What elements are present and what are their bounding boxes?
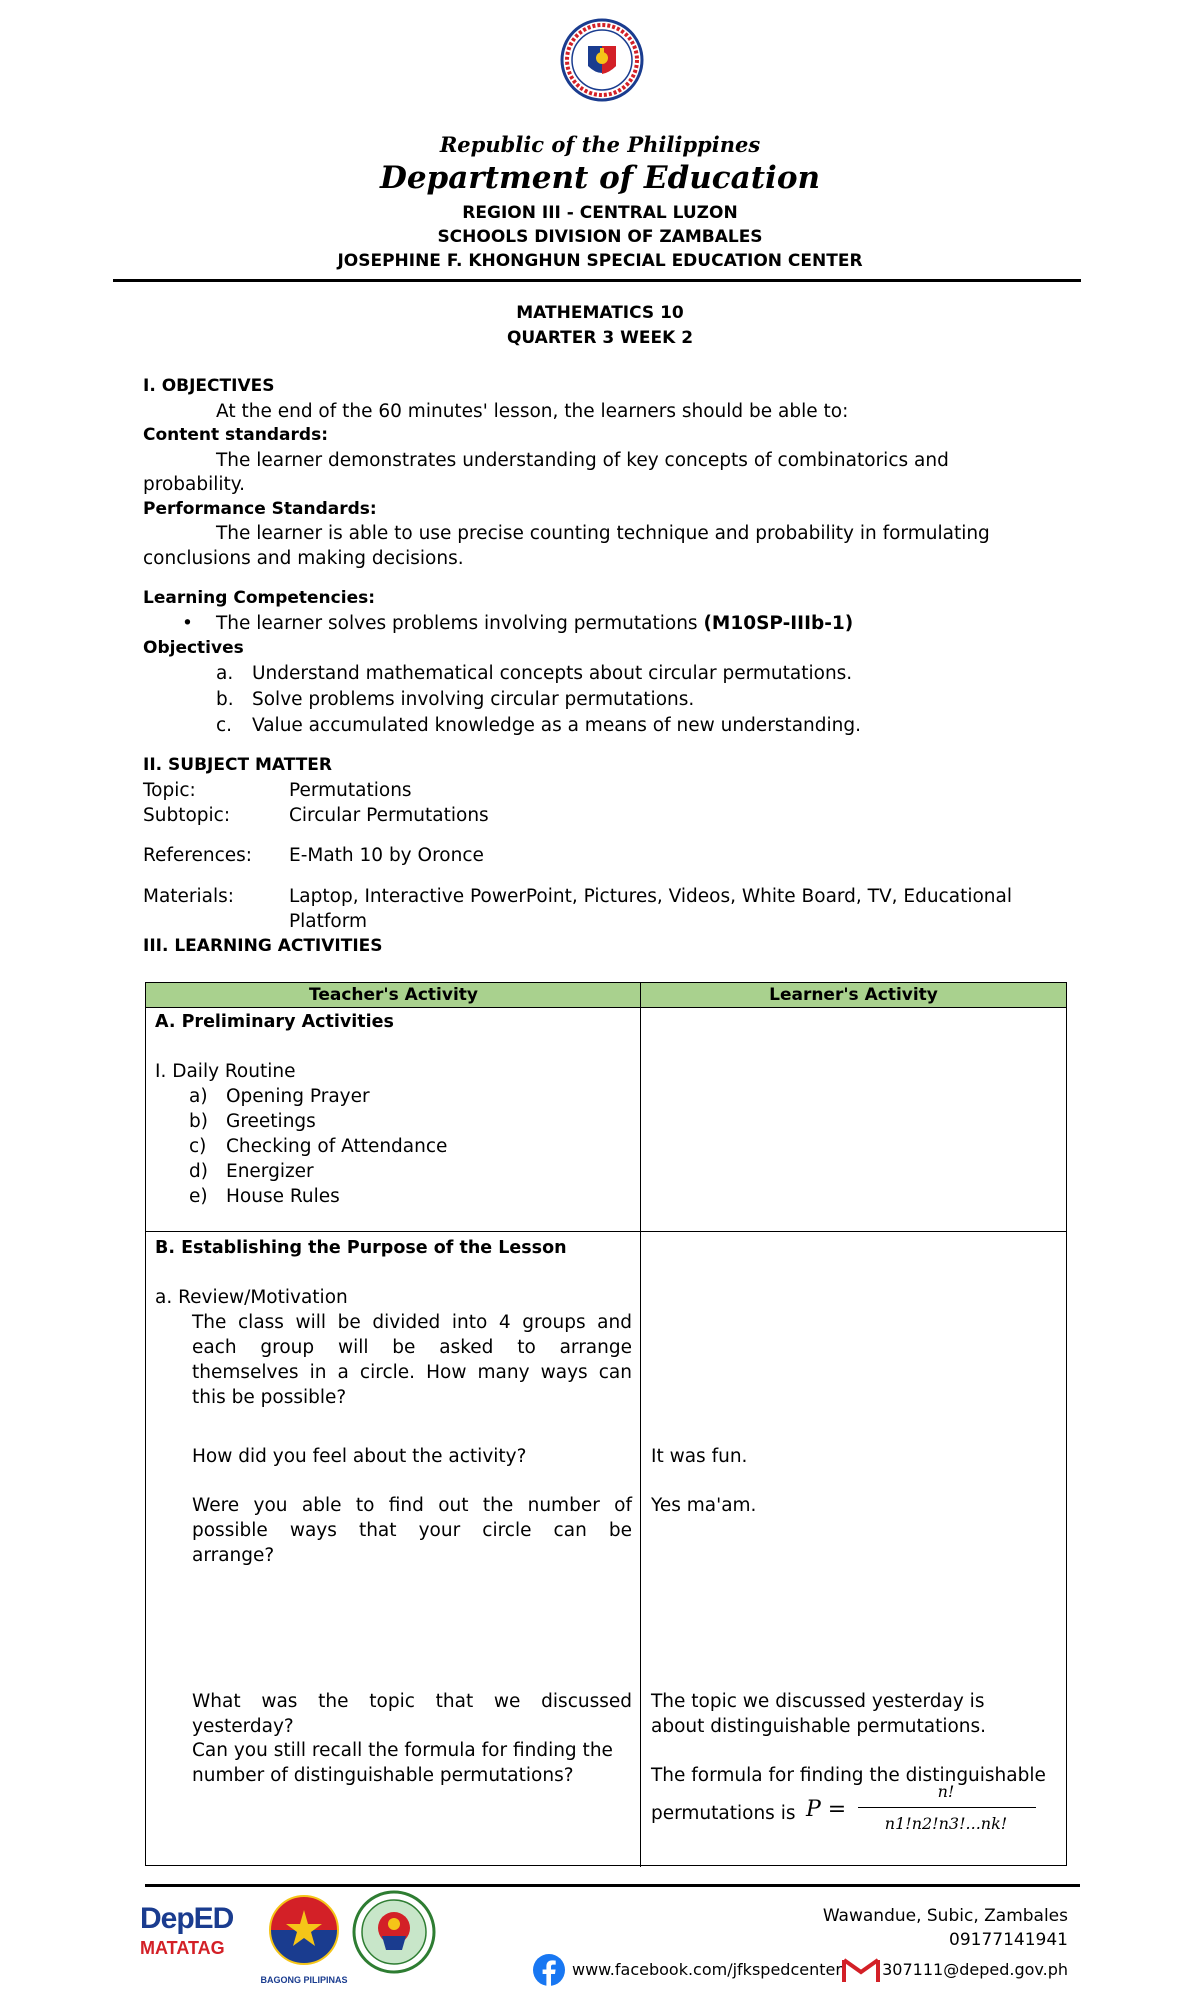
region-heading: REGION III - CENTRAL LUZON [462, 203, 738, 223]
facebook-icon [533, 1954, 565, 1986]
daily-routine-label: I. Daily Routine [155, 1061, 296, 1082]
references-label: References: [143, 845, 253, 866]
motivation-text: The class will be divided into 4 groups and each group will be asked to arrange themselves in a circle. How many ways can this be possible? [192, 1312, 632, 1408]
bagong-pilipinas-text: BAGONG PILIPINAS [260, 1975, 348, 1985]
school-phone: 09177141941 [949, 1930, 1068, 1950]
objectives-heading: I. OBJECTIVES [143, 376, 275, 396]
materials-label: Materials: [143, 886, 235, 907]
answer-topic: The topic we discussed yesterday is about distinguishable permutations. [651, 1691, 987, 1737]
question-find-ways: Were you able to find out the number of possible ways that your circle can be arrange? [192, 1495, 632, 1566]
quarter-title: QUARTER 3 WEEK 2 [506, 328, 694, 348]
answer-feel: It was fun. [651, 1446, 748, 1467]
topic-label: Topic: [143, 780, 196, 801]
content-standards-line2: probability. [143, 474, 245, 495]
question-formula: Can you still recall the formula for finding the number of distinguishable permutations? [192, 1740, 613, 1786]
objectives-intro: At the end of the 60 minutes' lesson, the learners should be able to: [216, 401, 849, 422]
materials-line1: Laptop, Interactive PowerPoint, Pictures, Videos, White Board, TV, Educational [289, 886, 1012, 907]
competency-item [216, 611, 853, 636]
routine-list [189, 1084, 629, 1209]
answer-formula-line2: permutations is [651, 1803, 796, 1824]
subtopic-value: Circular Permutations [289, 805, 489, 826]
answer-find-ways: Yes ma'am. [651, 1495, 757, 1516]
competency-bullet: • [182, 613, 193, 634]
answer-formula-line1: The formula for finding the distinguishable [651, 1765, 1046, 1786]
preliminary-title: A. Preliminary Activities [155, 1012, 394, 1032]
row-divider [146, 1231, 1066, 1232]
performance-standards-label: Performance Standards: [143, 499, 377, 519]
list-item: c) Checking of Attendance [189, 1136, 448, 1157]
deped-seal [560, 18, 644, 102]
matatag-wordmark: MATATAG [140, 1938, 225, 1958]
formula-lhs: P = [806, 1797, 847, 1822]
content-standards-line1: The learner demonstrates understanding of key concepts of combinatorics and [216, 450, 949, 471]
department-heading: Department of Education [379, 160, 821, 196]
content-standards-label: Content standards: [143, 425, 328, 445]
subtopic-label: Subtopic: [143, 805, 231, 826]
list-item: b) Greetings [189, 1111, 316, 1132]
teacher-column-header: Teacher's Activity [146, 983, 641, 1008]
competency-code: (M10SP-IIIb-1) [703, 613, 854, 634]
subject-matter-heading: II. SUBJECT MATTER [143, 755, 333, 775]
performance-standards-line2: conclusions and making decisions. [143, 548, 464, 569]
question-feel: How did you feel about the activity? [192, 1446, 527, 1467]
school-address: Wawandue, Subic, Zambales [822, 1906, 1068, 1926]
republic-heading: Republic of the Philippines [439, 132, 761, 157]
review-label: a. Review/Motivation [155, 1287, 348, 1308]
facebook-link[interactable]: www.facebook.com/jfkspedcenter [572, 1960, 842, 1979]
deped-wordmark: DepED [140, 1902, 234, 1935]
deped-logo [140, 1902, 236, 1959]
performance-standards-line1: The learner is able to use precise counting technique and probability in formulating [216, 523, 990, 544]
school-heading: JOSEPHINE F. KHONGHUN SPECIAL EDUCATION CENTER [337, 251, 863, 271]
competencies-label: Learning Competencies: [143, 588, 376, 608]
footer-divider [145, 1884, 1080, 1887]
purpose-title: B. Establishing the Purpose of the Lesson [155, 1238, 567, 1258]
question-topic: What was the topic that we discussed yesterday? [192, 1691, 632, 1737]
division-heading: SCHOOLS DIVISION OF ZAMBALES [437, 227, 763, 247]
references-value: E-Math 10 by Oronce [289, 845, 484, 866]
gmail-icon [842, 1956, 880, 1984]
materials-line2: Platform [289, 911, 368, 932]
formula-fraction-bar [858, 1807, 1036, 1808]
subject-title: MATHEMATICS 10 [516, 303, 684, 323]
learner-column-header: Learner's Activity [641, 983, 1066, 1008]
formula-numerator: n! [937, 1782, 955, 1801]
bagong-pilipinas-logo [258, 1890, 350, 1990]
formula-denominator: n1!n2!n3!...nk! [884, 1814, 1008, 1833]
list-item: d) Energizer [189, 1161, 314, 1182]
list-item: e) House Rules [189, 1186, 340, 1207]
header-divider [113, 279, 1081, 282]
competency-text: The learner solves problems involving permutations [216, 613, 704, 634]
list-item: a) Opening Prayer [189, 1086, 370, 1107]
email-link[interactable]: 307111@deped.gov.ph [882, 1960, 1068, 1979]
column-divider [640, 983, 641, 1867]
school-seal [352, 1890, 436, 1974]
topic-value: Permutations [289, 780, 412, 801]
objectives-label: Objectives [143, 638, 244, 658]
learning-activities-heading: III. LEARNING ACTIVITIES [143, 936, 383, 956]
activities-table [145, 982, 1067, 1866]
